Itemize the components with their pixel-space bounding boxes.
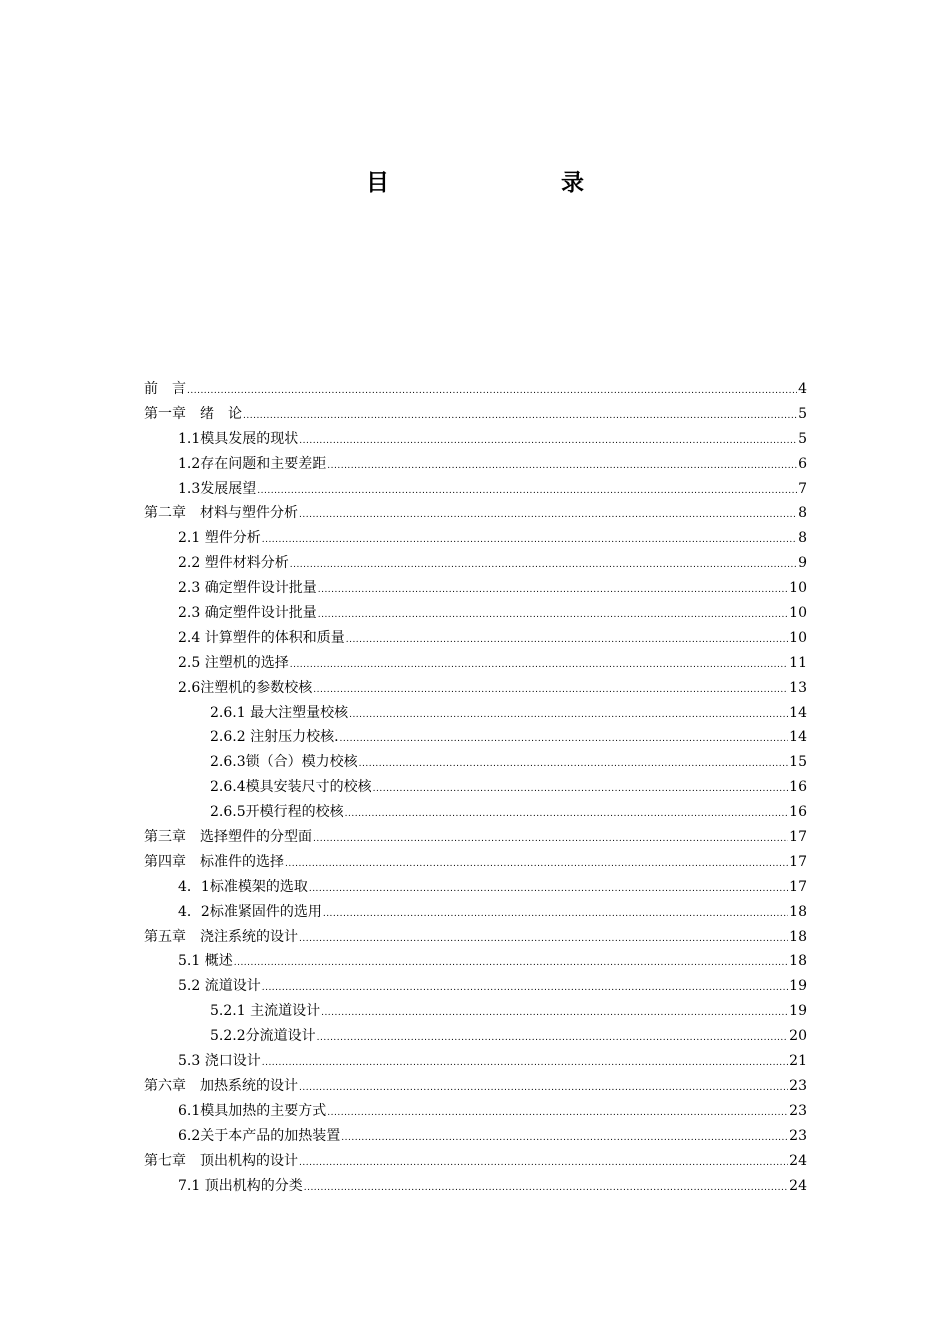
toc-dot-leader [349, 711, 788, 720]
toc-dot-leader [257, 487, 797, 496]
toc-entry[interactable] [144, 651, 807, 676]
toc-entry-page-number: 8 [798, 505, 807, 522]
toc-entry[interactable] [144, 1024, 807, 1049]
toc-dot-leader [321, 1009, 788, 1018]
toc-entry-page-number: 16 [789, 779, 807, 796]
toc-entry-page-number: 11 [789, 654, 807, 671]
toc-entry[interactable] [144, 1074, 807, 1099]
toc-entry-label: 2.5 注塑机的选择 [178, 654, 289, 671]
toc-entry[interactable] [144, 601, 807, 626]
toc-entry-page-number: 5 [798, 405, 807, 422]
toc-dot-leader [327, 462, 797, 471]
toc-dot-leader [309, 885, 788, 894]
toc-entry-label: 5.1 概述 [178, 953, 233, 970]
toc-entry-page-number: 16 [789, 804, 807, 821]
toc-entry-label: 第一章 绪 论 [144, 405, 242, 422]
toc-dot-leader [346, 636, 788, 645]
toc-dot-leader [341, 1134, 788, 1143]
toc-entry-page-number: 17 [789, 853, 807, 870]
toc-entry[interactable] [144, 626, 807, 651]
toc-entry[interactable] [144, 526, 807, 551]
toc-dot-leader [345, 810, 789, 819]
toc-dot-leader [299, 935, 788, 944]
toc-dot-leader [187, 387, 797, 396]
table-of-contents [144, 377, 807, 1198]
toc-entry-label: 2.6.5开模行程的校核 [210, 804, 344, 821]
toc-entry-page-number: 10 [789, 629, 807, 646]
page-title: 目 录 [366, 170, 626, 196]
toc-dot-leader [317, 1034, 789, 1043]
toc-dot-leader [299, 511, 797, 520]
toc-entry[interactable] [144, 477, 807, 502]
toc-entry-label: 4．1标准模架的选取 [178, 878, 308, 895]
toc-dot-leader [290, 661, 788, 670]
toc-entry-page-number: 23 [789, 1102, 807, 1119]
toc-entry-label: 6.2关于本产品的加热装置 [178, 1127, 341, 1144]
toc-entry[interactable] [144, 999, 807, 1024]
toc-dot-leader [262, 984, 788, 993]
toc-entry-label: 5.2.1 主流道设计 [210, 1003, 321, 1020]
toc-dot-leader [323, 910, 788, 919]
toc-entry[interactable] [144, 701, 807, 726]
toc-entry[interactable] [144, 402, 807, 427]
toc-dot-leader [318, 586, 788, 595]
toc-entry-page-number: 24 [789, 1177, 807, 1194]
toc-entry-page-number: 15 [789, 754, 807, 771]
toc-entry[interactable] [144, 452, 807, 477]
toc-dot-leader [299, 1159, 788, 1168]
toc-entry[interactable] [144, 1124, 807, 1149]
toc-entry-label: 1.2存在问题和主要差距 [178, 455, 327, 472]
toc-entry-label: 2.4 计算塑件的体积和质量 [178, 629, 345, 646]
toc-entry-label: 4．2标准紧固件的选用 [178, 903, 322, 920]
toc-entry[interactable] [144, 800, 807, 825]
toc-entry-page-number: 5 [798, 430, 807, 447]
toc-dot-leader [299, 1084, 788, 1093]
toc-dot-leader [234, 959, 788, 968]
toc-entry-page-number: 18 [789, 928, 807, 945]
toc-entry-page-number: 14 [789, 729, 807, 746]
toc-entry-label: 第六章 加热系统的设计 [144, 1077, 298, 1094]
toc-entry[interactable] [144, 1099, 807, 1124]
toc-dot-leader [285, 860, 788, 869]
toc-entry-page-number: 4 [798, 381, 807, 397]
toc-entry-page-number: 19 [789, 1003, 807, 1020]
toc-entry-label: 2.6.1 最大注塑量校核 [210, 704, 349, 721]
toc-entry-label: 第三章 选择塑件的分型面 [144, 829, 312, 846]
toc-dot-leader [304, 1184, 788, 1193]
toc-dot-leader [262, 536, 797, 545]
toc-entry-page-number: 6 [798, 455, 807, 472]
toc-entry[interactable] [144, 725, 807, 750]
toc-entry-page-number: 13 [789, 679, 807, 696]
toc-entry-page-number: 10 [789, 605, 807, 622]
toc-entry-label: 6.1模具加热的主要方式 [178, 1102, 327, 1119]
toc-entry[interactable] [144, 427, 807, 452]
toc-entry-page-number: 8 [798, 530, 807, 547]
toc-entry-label: 5.2.2分流道设计 [210, 1028, 316, 1045]
toc-entry[interactable] [144, 875, 807, 900]
toc-dot-leader [359, 760, 789, 769]
toc-dot-leader [313, 686, 788, 695]
toc-entry-page-number: 20 [789, 1028, 807, 1045]
toc-entry-page-number: 24 [789, 1152, 807, 1169]
toc-entry-page-number: 17 [789, 878, 807, 895]
toc-entry-label: 1.3发展展望 [178, 480, 257, 497]
toc-dot-leader [299, 437, 797, 446]
toc-entry[interactable] [144, 949, 807, 974]
toc-entry-label: 2.6注塑机的参数校核 [178, 679, 313, 696]
toc-dot-leader [313, 835, 788, 844]
toc-entry[interactable] [144, 1174, 807, 1199]
toc-entry-label: 2.2 塑件材料分析 [178, 555, 289, 572]
toc-entry-label: 2.6.2 注射压力校核. [210, 729, 339, 746]
toc-entry[interactable] [144, 750, 807, 775]
toc-entry[interactable] [144, 377, 807, 402]
toc-entry-label: 2.3 确定塑件设计批量 [178, 580, 317, 597]
toc-entry[interactable] [144, 900, 807, 925]
toc-entry[interactable] [144, 825, 807, 850]
toc-entry-label: 1.1模具发展的现状 [178, 430, 299, 447]
toc-dot-leader [262, 1059, 788, 1068]
toc-entry-page-number: 19 [789, 978, 807, 995]
toc-dot-leader [340, 735, 789, 744]
toc-entry-label: 第二章 材料与塑件分析 [144, 505, 298, 522]
toc-entry-page-number: 23 [789, 1127, 807, 1144]
toc-entry-label: 2.3 确定塑件设计批量 [178, 605, 317, 622]
toc-entry-label: 第四章 标准件的选择 [144, 853, 284, 870]
toc-entry[interactable] [144, 676, 807, 701]
toc-entry-page-number: 14 [789, 704, 807, 721]
toc-entry-page-number: 9 [798, 555, 807, 572]
toc-entry[interactable] [144, 925, 807, 950]
toc-entry-page-number: 18 [789, 953, 807, 970]
toc-entry-label: 2.6.3锁（合）模力校核 [210, 754, 358, 771]
toc-entry[interactable] [144, 1049, 807, 1074]
toc-entry-page-number: 10 [789, 580, 807, 597]
toc-dot-leader [290, 561, 797, 570]
toc-entry-label: 5.2 流道设计 [178, 978, 261, 995]
toc-entry-label: 2.1 塑件分析 [178, 530, 261, 547]
toc-entry[interactable] [144, 551, 807, 576]
toc-entry-page-number: 23 [789, 1077, 807, 1094]
toc-entry-page-number: 21 [789, 1053, 807, 1070]
toc-entry-label: 7.1 顶出机构的分类 [178, 1177, 303, 1194]
toc-entry[interactable] [144, 974, 807, 999]
toc-entry-label: 第五章 浇注系统的设计 [144, 928, 298, 945]
toc-entry-label: 5.3 浇口设计 [178, 1053, 261, 1070]
toc-dot-leader [243, 412, 797, 421]
toc-entry[interactable] [144, 576, 807, 601]
toc-entry[interactable] [144, 1149, 807, 1174]
toc-entry[interactable] [144, 501, 807, 526]
toc-entry[interactable] [144, 775, 807, 800]
toc-dot-leader [327, 1109, 788, 1118]
toc-entry-page-number: 7 [798, 480, 807, 497]
toc-entry-label: 前 言 [144, 381, 186, 397]
toc-entry-label: 第七章 顶出机构的设计 [144, 1152, 298, 1169]
toc-dot-leader [373, 785, 789, 794]
toc-entry-page-number: 17 [789, 829, 807, 846]
toc-dot-leader [318, 611, 788, 620]
toc-entry[interactable] [144, 850, 807, 875]
toc-entry-page-number: 18 [789, 903, 807, 920]
toc-entry-label: 2.6.4模具安装尺寸的校核 [210, 779, 372, 796]
